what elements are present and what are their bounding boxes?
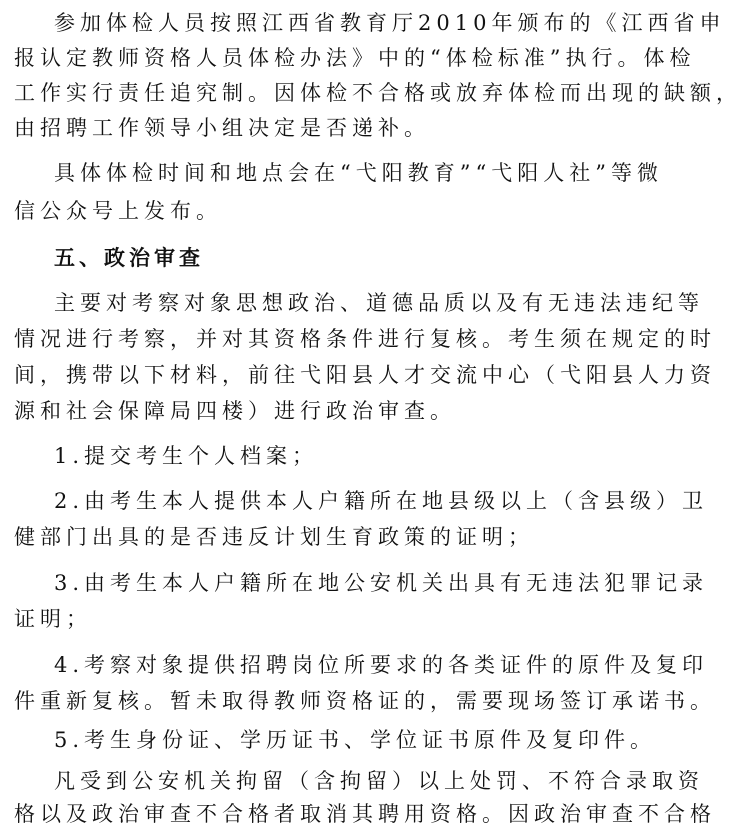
- paragraph-line: 情况进行考察，并对其资格条件进行复核。考生须在规定的时: [14, 327, 716, 351]
- paragraph-line: 参加体检人员按照江西省教育厅2010年颁布的《江西省申: [54, 11, 726, 35]
- paragraph-line: 信公众号上发布。: [14, 199, 222, 223]
- paragraph-line: 具体体检时间和地点会在“弋阳教育”“弋阳人社”等微: [54, 161, 663, 185]
- paragraph-line: 由招聘工作领导小组决定是否递补。: [14, 116, 430, 140]
- paragraph-line: 报认定教师资格人员体检办法》中的“体检标准”执行。体检: [14, 46, 696, 70]
- paragraph-line: 凡受到公安机关拘留（含拘留）以上处罚、不符合录取资: [54, 769, 704, 793]
- list-item-continuation: 健部门出具的是否违反计划生育政策的证明；: [14, 525, 534, 549]
- list-item: 5.考生身份证、学历证书、学位证书原件及复印件。: [54, 728, 657, 752]
- paragraph-line: 主要对考察对象思想政治、道德品质以及有无违法违纪等: [54, 291, 704, 315]
- paragraph-line: 工作实行责任追究制。因体检不合格或放弃体检而出现的缺额，: [14, 81, 742, 105]
- list-item-continuation: 件重新复核。暂未取得教师资格证的，需要现场签订承诺书。: [14, 689, 716, 713]
- section-heading: 五、政治审查: [54, 246, 204, 270]
- list-item: 1.提交考生个人档案；: [54, 444, 319, 468]
- paragraph-line: 格以及政治审查不合格者取消其聘用资格。因政治审查不合格: [14, 802, 716, 826]
- list-item-continuation: 证明；: [14, 607, 92, 631]
- paragraph-line: 间，携带以下材料，前往弋阳县人才交流中心（弋阳县人力资: [14, 363, 716, 387]
- list-item: 3.由考生本人户籍所在地公安机关出具有无违法犯罪记录: [54, 571, 709, 595]
- list-item: 2.由考生本人提供本人户籍所在地县级以上（含县级）卫: [54, 489, 709, 513]
- paragraph-line: 源和社会保障局四楼）进行政治审查。: [14, 399, 456, 423]
- list-item: 4.考察对象提供招聘岗位所要求的各类证件的原件及复印: [54, 653, 709, 677]
